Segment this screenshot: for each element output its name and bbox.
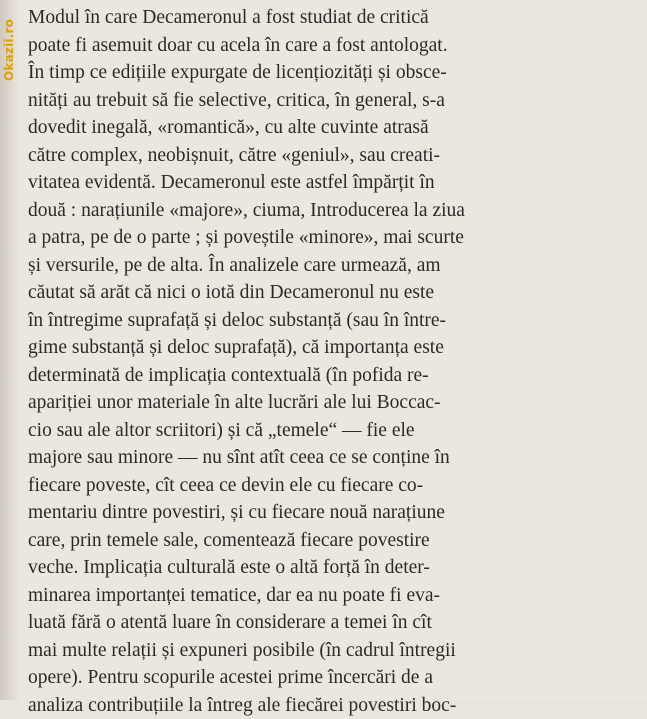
text-line: și versurile, pe de alta. În analizele care urmează, am xyxy=(28,252,636,280)
watermark-text: Okazii.ro xyxy=(1,8,17,92)
text-line: cio sau ale altor scriitori) și că „temele“ — fie ele xyxy=(28,417,636,445)
text-line: determinată de implicația contextuală (în pofida re- xyxy=(28,362,636,390)
text-line: mentariu dintre povestiri, și cu fiecare nouă narațiune xyxy=(28,499,636,527)
text-line: vitatea evidentă. Decameronul este astfel împărțit în xyxy=(28,169,636,197)
text-line: gime substanță și deloc suprafață), că importanța este xyxy=(28,334,636,362)
text-line: mai multe relații și expuneri posibile (în cadrul întregii xyxy=(28,637,636,665)
text-line: către complex, neobișnuit, către «geniul», sau creati- xyxy=(28,142,636,170)
text-line: În timp ce edițiile expurgate de licențiozități și obsce- xyxy=(28,59,636,87)
text-line: care, prin temele sale, comentează fiecare povestire xyxy=(28,527,636,555)
text-line: Modul în care Decameronul a fost studiat de critică xyxy=(28,4,636,32)
body-text xyxy=(28,4,636,719)
text-line: poate fi asemuit doar cu acela în care a fost antologat. xyxy=(28,32,636,60)
text-line: dovedit inegală, «romantică», cu alte cuvinte atrasă xyxy=(28,114,636,142)
text-line: apariției unor materiale în alte lucrări ale lui Boccac- xyxy=(28,389,636,417)
text-line: în întregime suprafață și deloc substanță (sau în între- xyxy=(28,307,636,335)
text-line: a patra, pe de o parte ; și poveștile «minore», mai scurte xyxy=(28,224,636,252)
text-line: căutat să arăt că nici o iotă din Decameronul nu este xyxy=(28,279,636,307)
text-line: veche. Implicația culturală este o altă forță în deter- xyxy=(28,554,636,582)
text-line: opere). Pentru scopurile acestei prime încercări de a xyxy=(28,664,636,692)
text-line: fiecare poveste, cît ceea ce devin ele cu fiecare co- xyxy=(28,472,636,500)
text-line: luată fără o atentă luare în considerare a temei în cît xyxy=(28,609,636,637)
text-line: minarea importanței tematice, dar ea nu poate fi eva- xyxy=(28,582,636,610)
text-line: două : narațiunile «majore», ciuma, Introducerea la ziua xyxy=(28,197,636,225)
page-gutter-shadow xyxy=(0,0,20,700)
text-line: majore sau minore — nu sînt atît ceea ce se conține în xyxy=(28,444,636,472)
text-line: analiza contribuțiile la întreg ale fiecărei povestiri boc- xyxy=(28,692,636,719)
text-line: nități au trebuit să fie selective, critica, în general, s-a xyxy=(28,87,636,115)
